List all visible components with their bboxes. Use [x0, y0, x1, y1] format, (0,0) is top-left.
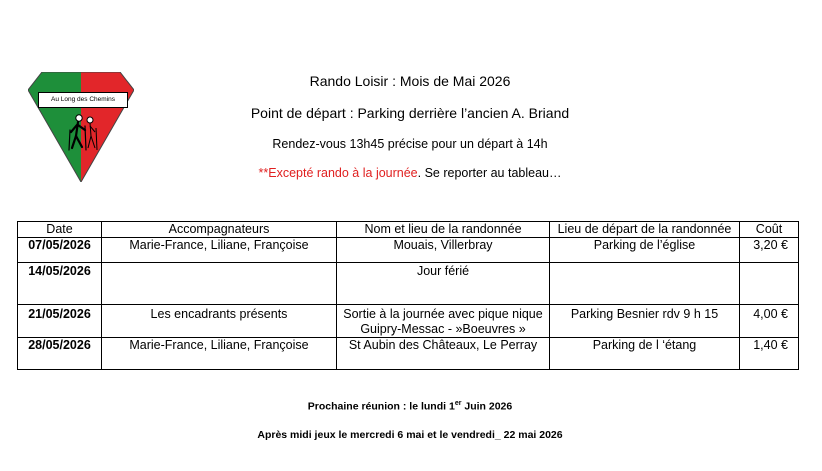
- table-header-row: [18, 222, 799, 238]
- hike-cell: Jour férié: [337, 263, 550, 305]
- date-cell: 07/05/2026: [18, 238, 102, 263]
- diamond-logo-icon: [28, 72, 134, 182]
- column-header-cost: Coût: [740, 222, 799, 238]
- exception-note: [200, 166, 620, 180]
- cost-cell: 3,20 €: [740, 238, 799, 263]
- hike-cell: St Aubin des Châteaux, Le Perray: [337, 338, 550, 370]
- cost-cell: 1,40 €: [740, 338, 799, 370]
- guides-cell: Marie-France, Liliane, Françoise: [102, 338, 337, 370]
- page-title: Rando Loisir : Mois de Mai 2026: [309, 73, 511, 89]
- guides-cell: Marie-France, Liliane, Françoise: [102, 238, 337, 263]
- hike-schedule-table: [17, 221, 799, 370]
- departure-point: Point de départ : Parking derrière l’ancien A. Briand: [250, 105, 570, 121]
- cost-cell: [740, 263, 799, 305]
- table-row: [18, 338, 799, 370]
- column-header-hike: Nom et lieu de la randonnée: [337, 222, 550, 238]
- date-cell: 28/05/2026: [18, 338, 102, 370]
- hike-cell: Mouais, Villerbray: [337, 238, 550, 263]
- exception-rest-text: . Se reporter au tableau…: [417, 166, 562, 180]
- cost-cell: 4,00 €: [740, 305, 799, 338]
- exception-red-text: **Excepté rando à la journée: [258, 166, 418, 180]
- date-cell: 21/05/2026: [18, 305, 102, 338]
- column-header-start: Lieu de départ de la randonnée: [550, 222, 740, 238]
- start-cell: [550, 263, 740, 305]
- start-cell: Parking Besnier rdv 9 h 15: [550, 305, 740, 338]
- meeting-time: Rendez-vous 13h45 précise pour un départ à 14h: [272, 137, 548, 151]
- table-row: [18, 305, 799, 338]
- column-header-guides: Accompagnateurs: [102, 222, 337, 238]
- column-header-date: Date: [18, 222, 102, 238]
- table-row: [18, 263, 799, 305]
- date-cell: 14/05/2026: [18, 263, 102, 305]
- start-cell: Parking de l ‘étang: [550, 338, 740, 370]
- logo-label: Au Long des Chemins: [38, 92, 128, 108]
- next-meeting-sup: er: [454, 400, 462, 407]
- games-afternoon: Après midi jeux le mercredi 6 mai et le vendredi_ 22 mai 2026: [257, 429, 563, 441]
- hike-cell: Sortie à la journée avec pique nique Guipry-Messac - »Boeuvres »: [337, 305, 550, 338]
- guides-cell: [102, 263, 337, 305]
- next-meeting-suffix: Juin 2026: [461, 400, 513, 413]
- next-meeting: [200, 400, 620, 413]
- table-row: [18, 238, 799, 263]
- next-meeting-prefix: Prochaine réunion : le lundi 1: [307, 400, 455, 413]
- guides-cell: Les encadrants présents: [102, 305, 337, 338]
- start-cell: Parking de l’église: [550, 238, 740, 263]
